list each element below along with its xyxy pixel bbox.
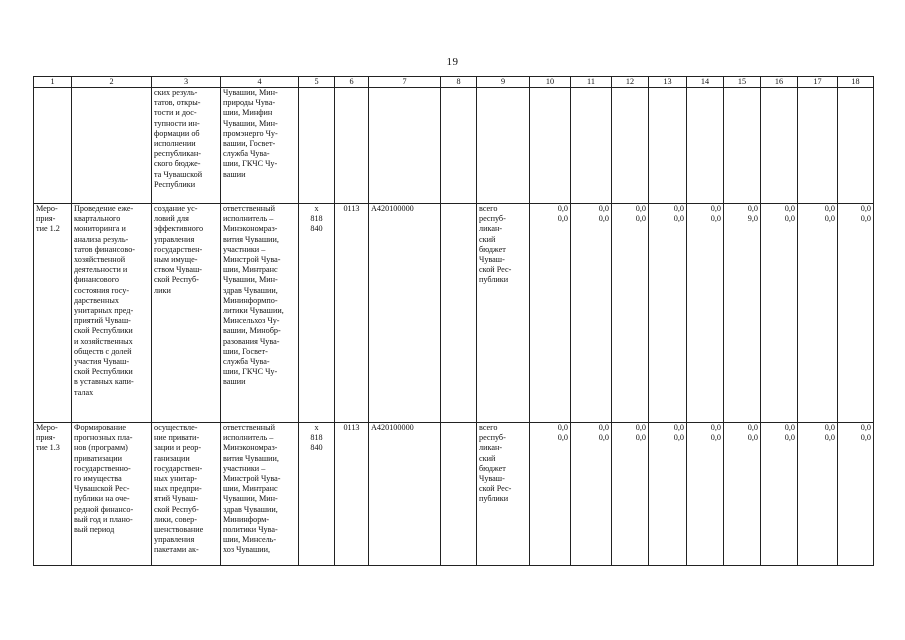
grbs-code-line: 818: [310, 433, 323, 443]
funding-source: [477, 204, 530, 423]
vr-code: [441, 204, 477, 423]
event-goal-line: управления: [154, 535, 195, 545]
value-budget: 0,0: [635, 214, 646, 224]
value-budget: 0,0: [824, 214, 835, 224]
event-executors-line: шии, Минтранс: [223, 484, 278, 494]
value-budget: 0,0: [673, 433, 684, 443]
event-goal-line: государствен-: [154, 463, 203, 473]
column-number: 7: [369, 77, 441, 88]
event-executors-line: участники –: [223, 463, 266, 473]
event-executors-line: Чувашии, Мин-: [223, 494, 278, 504]
column-number: 13: [649, 77, 687, 88]
vr-code: [441, 88, 477, 204]
event-number: [34, 204, 72, 423]
year-value: [798, 88, 838, 204]
year-value: [761, 88, 798, 204]
year-value: [798, 204, 838, 423]
event-executors-line: вития Чувашии,: [223, 234, 279, 244]
grbs-code-line: x: [314, 423, 319, 432]
value-total: 0,0: [824, 423, 835, 432]
event-goal-line: ным имуще-: [154, 255, 198, 265]
value-total: 0,0: [673, 204, 684, 213]
value-total: 0,0: [860, 204, 871, 213]
grbs-code-line: 840: [310, 443, 323, 453]
event-goal: [152, 88, 221, 204]
event-executors-line: ответственный: [223, 423, 276, 432]
funding-source: [477, 88, 530, 204]
funding-source-line: всего: [479, 204, 498, 213]
event-name-line: татов финансово-: [74, 244, 136, 254]
year-value: [838, 204, 874, 423]
value-total: 0,0: [824, 204, 835, 213]
year-value: [838, 88, 874, 204]
event-executors: [221, 204, 299, 423]
event-name: [72, 423, 152, 566]
funding-source-line: публики: [479, 275, 509, 285]
column-number: 15: [724, 77, 761, 88]
value-total: 0,0: [598, 204, 609, 213]
year-value: [612, 88, 649, 204]
event-name-line: прогнозных пла-: [74, 433, 133, 443]
event-name-line: Чувашской Рес-: [74, 484, 130, 494]
year-value: [612, 423, 649, 566]
funding-source-line: респуб-: [479, 433, 506, 443]
grbs-code: [299, 204, 335, 423]
event-goal-line: создание ус-: [154, 204, 198, 213]
year-value: [649, 204, 687, 423]
event-name-line: ской Республики: [74, 367, 133, 377]
funding-source-line: Чуваш-: [479, 255, 505, 265]
event-name-line: финансового: [74, 275, 119, 285]
event-goal-line: шенствование: [154, 525, 204, 535]
event-executors-line: Чувашии, Мин-: [223, 88, 278, 97]
event-executors-line: политики Чува-: [223, 525, 278, 535]
event-executors-line: участники –: [223, 244, 266, 254]
column-number: 3: [152, 77, 221, 88]
value-budget: 0,0: [747, 433, 758, 443]
year-value: [687, 423, 724, 566]
event-goal-line: ской Респуб-: [154, 275, 199, 285]
year-value: [761, 204, 798, 423]
event-goal-line: осуществле-: [154, 423, 198, 432]
value-total: 0,0: [635, 423, 646, 432]
event-goal-line: ловий для: [154, 214, 189, 224]
event-number-line: тие 1.3: [36, 443, 60, 453]
event-name-line: приятий Чуваш-: [74, 316, 131, 326]
event-name-line: хозяйственной: [74, 255, 126, 265]
event-goal-line: ятий Чуваш-: [154, 494, 198, 504]
event-name: [72, 88, 152, 204]
year-value: [612, 204, 649, 423]
year-value: [530, 88, 571, 204]
column-number: 4: [221, 77, 299, 88]
rzpr-code: [335, 88, 369, 204]
page-number: 19: [446, 56, 459, 68]
table-row: [34, 204, 874, 423]
event-name-line: талах: [74, 387, 94, 397]
column-number: 12: [612, 77, 649, 88]
event-number-line: прия-: [36, 214, 56, 224]
event-executors-line: служба Чува-: [223, 149, 270, 159]
event-executors-line: исполнитель –: [223, 433, 274, 443]
value-total: 0,0: [860, 423, 871, 432]
year-value: [649, 88, 687, 204]
column-number-row: [34, 77, 874, 88]
event-goal-line: ского бюдже-: [154, 159, 201, 169]
grbs-code: [299, 423, 335, 566]
event-executors-line: Mининформпо-: [223, 295, 278, 305]
funding-source-line: ской Рес-: [479, 484, 512, 494]
event-goal-line: та Чувашской: [154, 169, 203, 179]
grbs-code-line: x: [314, 204, 319, 213]
event-goal-line: татов, откры-: [154, 98, 201, 108]
event-number: [34, 88, 72, 204]
event-number-line: Меро-: [36, 204, 58, 213]
event-executors-line: промэнерго Чу-: [223, 128, 278, 138]
year-value: [571, 423, 612, 566]
value-budget: 0,0: [710, 433, 721, 443]
event-name-line: деятельности и: [74, 265, 128, 275]
funding-source-line: респуб-: [479, 214, 506, 224]
event-name-line: го имущества: [74, 474, 122, 484]
column-number: 2: [72, 77, 152, 88]
event-name-line: и хозяйственных: [74, 336, 133, 346]
event-goal-line: ных унитар-: [154, 474, 198, 484]
year-value: [687, 88, 724, 204]
event-executors-line: ответственный: [223, 204, 276, 213]
rzpr-code: 0113: [335, 204, 369, 423]
event-name-line: состояния госу-: [74, 285, 130, 295]
event-number-line: прия-: [36, 433, 56, 443]
column-number: 6: [335, 77, 369, 88]
value-total: 0,0: [673, 423, 684, 432]
event-goal-line: лики: [154, 285, 171, 295]
funding-source-line: ликан-: [479, 443, 503, 453]
event-name: [72, 204, 152, 423]
event-executors-line: здрав Чувашии,: [223, 504, 278, 514]
value-total: 0,0: [710, 204, 721, 213]
event-name-line: Формирование: [74, 423, 127, 432]
year-value: [724, 88, 761, 204]
column-number: 17: [798, 77, 838, 88]
table-row: [34, 88, 874, 204]
event-name-line: вый период: [74, 525, 115, 535]
value-budget: 0,0: [673, 214, 684, 224]
csr-code: А420100000: [369, 423, 441, 566]
column-number: 8: [441, 77, 477, 88]
column-number: 9: [477, 77, 530, 88]
event-goal-line: ние привати-: [154, 433, 200, 443]
grbs-code-line: 840: [310, 224, 323, 234]
year-value: [724, 423, 761, 566]
funding-source-line: ский: [479, 453, 496, 463]
value-total: 0,0: [598, 423, 609, 432]
event-goal-line: управления: [154, 234, 195, 244]
event-name-line: дарственных: [74, 295, 119, 305]
event-executors-line: шии, ГКЧС Чу-: [223, 367, 278, 377]
value-budget: 0,0: [710, 214, 721, 224]
event-executors-line: вашии: [223, 377, 246, 387]
event-name-line: нов (программ): [74, 443, 128, 453]
year-value: [649, 423, 687, 566]
event-name-line: Проведение еже-: [74, 204, 134, 213]
event-goal-line: лики, совер-: [154, 514, 197, 524]
value-total: 0,0: [784, 204, 795, 213]
year-value: [724, 204, 761, 423]
event-goal-line: ских резуль-: [154, 88, 198, 97]
column-number: 11: [571, 77, 612, 88]
event-executors: [221, 423, 299, 566]
event-goal-line: пакетами ак-: [154, 545, 199, 555]
event-name-line: публики на оче-: [74, 494, 130, 504]
event-goal-line: ганизации: [154, 453, 190, 463]
event-executors-line: шии, Минсель-: [223, 535, 277, 545]
event-executors-line: хоз Чувашии,: [223, 545, 271, 555]
event-executors-line: вашии, Минобр-: [223, 326, 281, 336]
event-executors-line: служба Чува-: [223, 357, 270, 367]
event-executors: [221, 88, 299, 204]
column-number: 10: [530, 77, 571, 88]
value-budget: 0,0: [598, 433, 609, 443]
event-goal-line: тупности ин-: [154, 118, 200, 128]
grbs-code-line: 818: [310, 214, 323, 224]
event-number-line: Меро-: [36, 423, 58, 432]
year-value: [687, 204, 724, 423]
event-name-line: мониторинга и: [74, 224, 126, 234]
value-budget: 0,0: [784, 214, 795, 224]
year-value: [838, 423, 874, 566]
funding-source-line: всего: [479, 423, 498, 432]
event-name-line: в уставных капи-: [74, 377, 134, 387]
year-value: [761, 423, 798, 566]
value-total: 0,0: [784, 423, 795, 432]
column-number: 5: [299, 77, 335, 88]
event-executors-line: Минстрой Чува-: [223, 474, 281, 484]
event-name-line: приватизации: [74, 453, 123, 463]
event-executors-line: вития Чувашии,: [223, 453, 279, 463]
event-name-line: квартального: [74, 214, 121, 224]
event-name-line: государственно-: [74, 463, 131, 473]
event-goal-line: ской Респуб-: [154, 504, 199, 514]
event-name-line: участия Чуваш-: [74, 357, 130, 367]
value-budget: 0,0: [860, 214, 871, 224]
funding-source-line: Чуваш-: [479, 474, 505, 484]
event-goal-line: тости и дос-: [154, 108, 197, 118]
year-value: [530, 423, 571, 566]
event-name-line: ской Республики: [74, 326, 133, 336]
value-budget: 0,0: [598, 214, 609, 224]
year-value: [571, 88, 612, 204]
event-number-line: тие 1.2: [36, 224, 60, 234]
event-name-line: вый год и плано-: [74, 514, 133, 524]
funding-source-line: ской Рес-: [479, 265, 512, 275]
value-budget: 0,0: [557, 433, 568, 443]
event-executors-line: вашии, Госвет-: [223, 139, 276, 149]
grbs-code: [299, 88, 335, 204]
event-goal-line: ных предпри-: [154, 484, 202, 494]
event-name-line: унитарных пред-: [74, 306, 134, 316]
value-total: 0,0: [710, 423, 721, 432]
csr-code: [369, 88, 441, 204]
event-name-line: анализа резуль-: [74, 234, 129, 244]
event-executors-line: вашии: [223, 169, 246, 179]
event-executors-line: Минсельхоз Чу-: [223, 316, 280, 326]
funding-source-line: бюджет: [479, 463, 506, 473]
funding-source-line: бюджет: [479, 244, 506, 254]
value-total: 0,0: [557, 204, 568, 213]
event-number: [34, 423, 72, 566]
year-value: [798, 423, 838, 566]
funding-source-line: публики: [479, 494, 509, 504]
event-goal: [152, 423, 221, 566]
table-row: [34, 423, 874, 566]
value-total: 0,0: [747, 423, 758, 432]
column-number: 1: [34, 77, 72, 88]
event-name-line: обществ с долей: [74, 346, 132, 356]
event-goal-line: Республики: [154, 179, 196, 189]
value-total: 0,0: [747, 204, 758, 213]
event-goal: [152, 204, 221, 423]
event-goal-line: зации и реор-: [154, 443, 202, 453]
event-goal-line: ством Чуваш-: [154, 265, 203, 275]
event-executors-line: Минстрой Чува-: [223, 255, 281, 265]
column-number: 14: [687, 77, 724, 88]
event-executors-line: Минэкономраз-: [223, 443, 278, 453]
funding-source: [477, 423, 530, 566]
vr-code: [441, 423, 477, 566]
value-budget: 0,0: [635, 433, 646, 443]
event-goal-line: формации об: [154, 128, 200, 138]
value-budget: 0,0: [557, 214, 568, 224]
event-name-line: редной финансо-: [74, 504, 134, 514]
event-executors-line: шии, Минтранс: [223, 265, 278, 275]
funding-source-line: ский: [479, 234, 496, 244]
event-executors-line: здрав Чувашии,: [223, 285, 278, 295]
funding-source-line: ликан-: [479, 224, 503, 234]
event-executors-line: шии, ГКЧС Чу-: [223, 159, 278, 169]
event-executors-line: шии, Минфин: [223, 108, 273, 118]
value-total: 0,0: [557, 423, 568, 432]
event-executors-line: разования Чува-: [223, 336, 280, 346]
event-executors-line: природы Чува-: [223, 98, 276, 108]
column-number: 16: [761, 77, 798, 88]
event-goal-line: государствен-: [154, 244, 203, 254]
year-value: [571, 204, 612, 423]
event-goal-line: эффективного: [154, 224, 204, 234]
rzpr-code: 0113: [335, 423, 369, 566]
event-executors-line: Чувашии, Мин-: [223, 118, 278, 128]
value-budget: 0,0: [824, 433, 835, 443]
event-goal-line: республикан-: [154, 149, 201, 159]
event-executors-line: шии, Госвет-: [223, 346, 268, 356]
value-total: 0,0: [635, 204, 646, 213]
budget-table: [33, 76, 874, 566]
event-executors-line: Mининформ-: [223, 514, 270, 524]
event-executors-line: литики Чувашии,: [223, 306, 284, 316]
value-budget: 0,0: [784, 433, 795, 443]
event-executors-line: исполнитель –: [223, 214, 274, 224]
event-goal-line: исполнении: [154, 139, 196, 149]
csr-code: А420100000: [369, 204, 441, 423]
column-number: 18: [838, 77, 874, 88]
value-budget: 9,0: [747, 214, 758, 224]
event-executors-line: Чувашии, Мин-: [223, 275, 278, 285]
year-value: [530, 204, 571, 423]
event-executors-line: Минэкономраз-: [223, 224, 278, 234]
value-budget: 0,0: [860, 433, 871, 443]
